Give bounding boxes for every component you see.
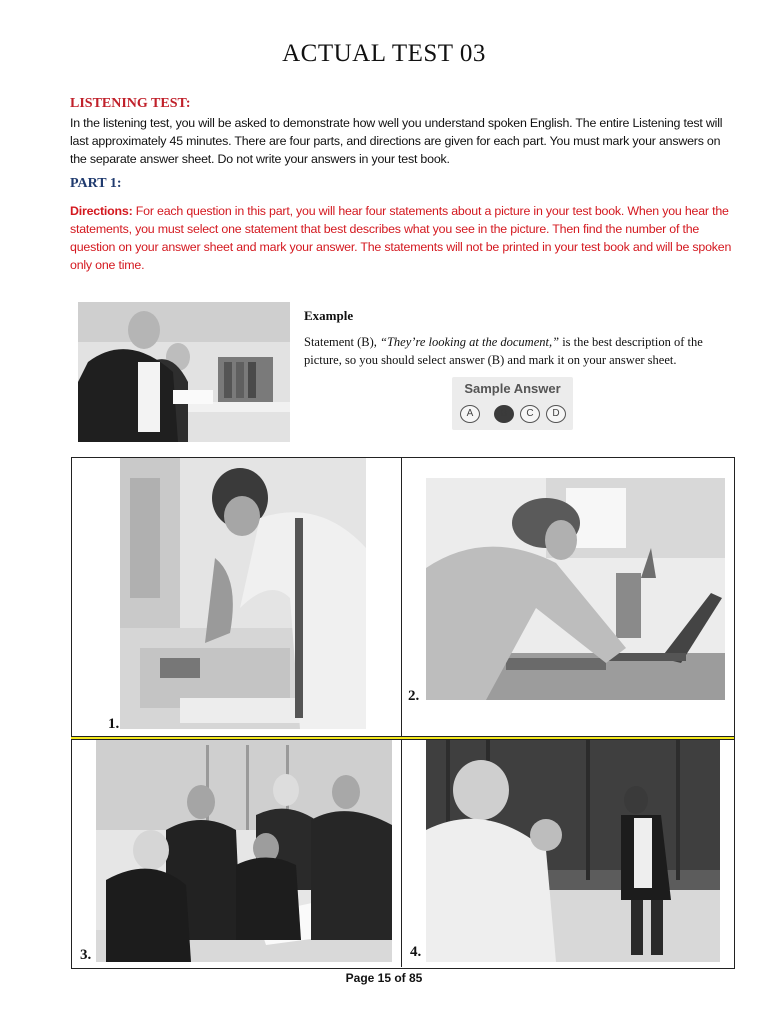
- sample-answer-box: [452, 377, 573, 430]
- question-3-number: 3.: [80, 947, 92, 963]
- example-quote: “They’re looking at the document,”: [380, 335, 560, 349]
- page-number-footer: Page 15 of 85: [345, 971, 423, 985]
- question-4-photo: [426, 740, 720, 962]
- directions-text: For each question in this part, you will hear four statements about a picture in your test book. When you hear the statements, you must select one statement that best describes what you see in the picture. Then find the number of the question on your answer sheet and mark your answer. The statements will not be printed in your test book and will be spoken only one time.: [70, 204, 732, 272]
- answer-bubbles: [460, 405, 570, 423]
- listening-heading: LISTENING TEST:: [70, 96, 191, 111]
- bubble-d: D: [546, 405, 566, 423]
- part1-directions: [70, 202, 734, 274]
- listening-intro: In the listening test, you will be asked to demonstrate how well you understand spoken English. The entire Listening test will last approximately 45 minutes. There are four parts, and directions are given for each part. You must mark your answers on the separate answer sheet. Do not write your answers in your test book.: [70, 116, 723, 166]
- question-2-photo: [426, 478, 725, 700]
- bubble-c: C: [520, 405, 540, 423]
- question-1-photo: [120, 458, 366, 729]
- example-heading: Example: [304, 308, 354, 323]
- example-text-end: is the best description of the picture, so you should select answer (B) and mark it on your answer sheet.: [304, 335, 703, 367]
- bubble-a: A: [460, 405, 480, 423]
- question-3-photo: [96, 740, 392, 962]
- page-title: ACTUAL TEST 03: [282, 40, 486, 67]
- example-text: [304, 333, 734, 369]
- grid-vertical-divider: [401, 457, 402, 967]
- question-4-number: 4.: [410, 944, 422, 960]
- bubble-b: B: [494, 405, 514, 423]
- part1-heading: PART 1:: [70, 176, 122, 191]
- example-photo: [78, 302, 290, 442]
- sample-answer-title: Sample Answer: [464, 381, 561, 396]
- question-2-number: 2.: [408, 688, 420, 704]
- directions-label: Directions:: [70, 204, 133, 218]
- example-text-start: Statement (B),: [304, 335, 381, 349]
- question-1-number: 1.: [108, 716, 120, 732]
